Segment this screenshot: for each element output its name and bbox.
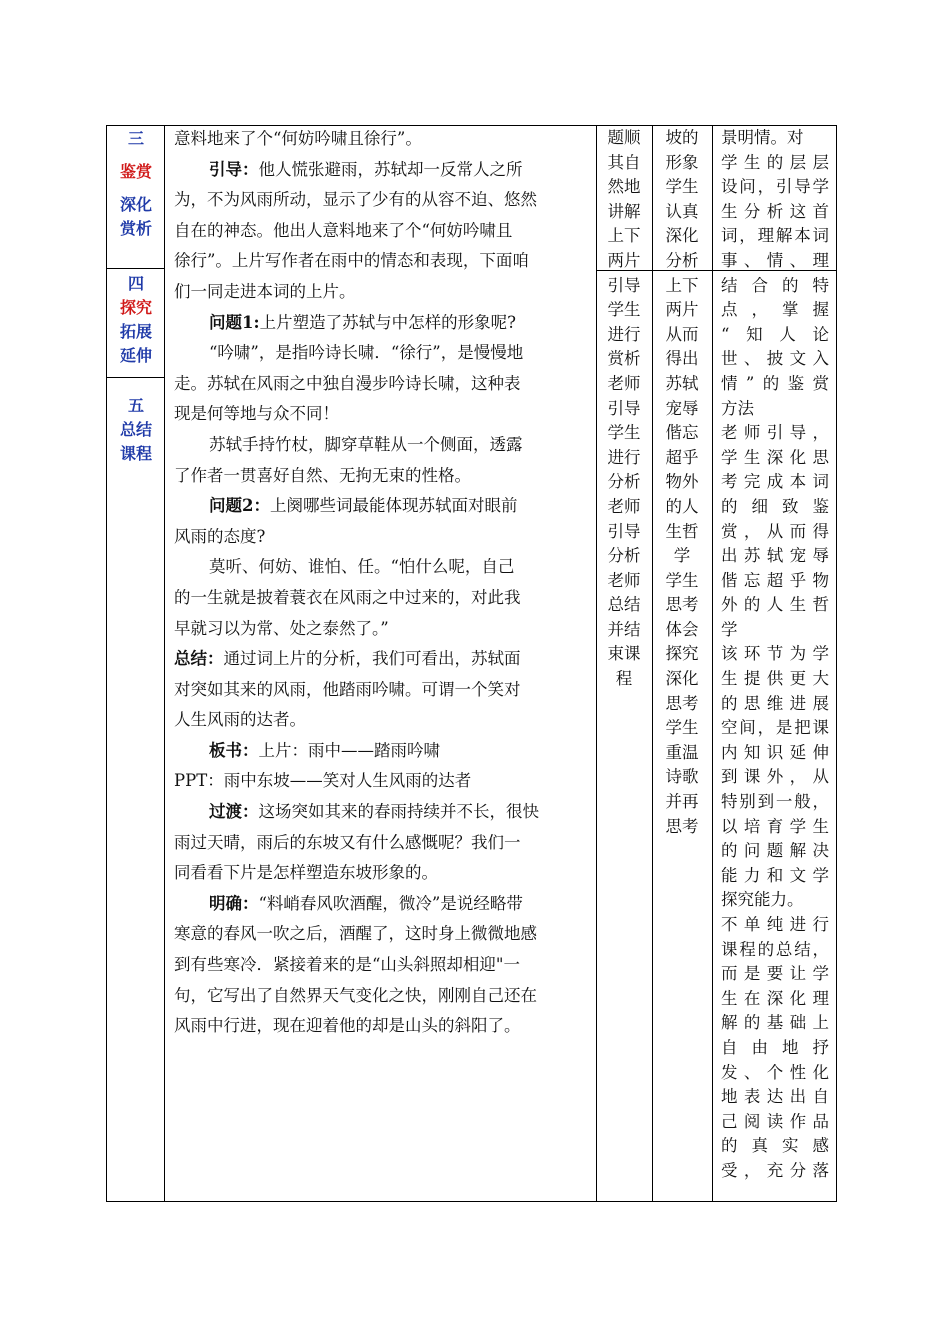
col-border-1	[164, 125, 165, 1202]
student-activity-line: 思考	[665, 693, 699, 713]
content-text: 句，它写出了自然界天气变化之快，刚刚自己还在	[174, 985, 537, 1005]
design-intent-line: 而是要让学	[721, 964, 829, 984]
content-label: 引导：	[209, 159, 259, 179]
stage-number: 四	[127, 274, 144, 293]
teacher-activity-line: 两片	[607, 250, 641, 270]
content-text: 通过词上片的分析，我们可看出，苏轼面	[223, 649, 521, 669]
design-intent-line: 空间，是把课	[721, 718, 829, 738]
content-line	[174, 246, 592, 277]
design-intent-line: 特别到一般，	[721, 792, 829, 812]
content-line	[174, 185, 592, 216]
content-line	[174, 491, 592, 522]
student-activity-line: 学生	[665, 570, 699, 590]
design-intent-line: 学生的层层	[721, 152, 829, 172]
content-line	[174, 155, 592, 186]
design-intent-line: 探究能力。	[721, 890, 804, 910]
col-border-3	[652, 125, 653, 1202]
content-text: 自在的神态。他出人意料地来了个“何妨吟啸且	[174, 220, 513, 240]
teacher-activity-line: 然地	[607, 177, 641, 197]
teacher-activity-line: 其自	[607, 152, 641, 172]
content-line	[174, 1011, 592, 1042]
design-intent-line: 景明情。对	[721, 128, 804, 147]
design-intent-column	[721, 126, 829, 1184]
design-intent-line: 事、情、理	[721, 250, 829, 270]
design-intent-line: 外的人生哲	[721, 595, 829, 615]
student-activity-line: 宠辱	[665, 398, 699, 418]
content-label: 总结：	[174, 649, 224, 669]
student-activity-line: 深化	[665, 669, 699, 689]
teacher-activity-line: 总结	[607, 595, 641, 615]
stage-cell-4	[110, 272, 162, 368]
design-intent-line: 的思维进展	[721, 693, 829, 713]
content-text: 徐行”。上片写作者在雨中的情态和表现，下面咱	[174, 251, 529, 271]
content-line	[174, 919, 592, 950]
content-label: 问题2：	[209, 496, 270, 516]
design-intent-line: 生分析这首	[721, 201, 829, 221]
content-line	[174, 124, 592, 155]
student-activity-line: 的人	[665, 496, 699, 516]
stage-cell-5	[110, 394, 162, 466]
content-line	[174, 675, 592, 706]
student-activity-line: 重温	[665, 742, 699, 762]
content-text: 们一同走进本词的上片。	[174, 281, 356, 301]
teacher-activity-line: 束课	[607, 644, 641, 664]
design-intent-line: 赏，从而得	[721, 521, 829, 541]
design-intent-line: 情”的鉴赏	[721, 373, 829, 393]
teacher-activity-line: 讲解	[607, 201, 641, 221]
teacher-activity-line: 老师	[607, 496, 641, 516]
student-activity-column	[658, 126, 706, 839]
student-activity-line: 学	[673, 546, 691, 566]
content-label: 过渡：	[209, 802, 259, 822]
teacher-activity-line: 分析	[607, 546, 641, 566]
stage-title: 拓展	[119, 322, 152, 341]
content-text: 上片塑造了苏轼与中怎样的形象呢?	[259, 312, 516, 332]
design-intent-line: 课程的总结，	[721, 939, 829, 959]
student-activity-line: 认真	[665, 201, 699, 221]
student-activity-line: 学生	[665, 718, 699, 738]
content-label: 问题1:	[209, 312, 260, 332]
design-intent-line: 学	[721, 619, 738, 639]
design-intent-line: 的细致鉴	[721, 496, 829, 516]
student-activity-line: 分析	[665, 250, 699, 270]
content-text: 意料地来了个“何妨吟啸且徐行”。	[174, 129, 422, 148]
design-intent-line: 考完成本词	[721, 472, 829, 492]
design-intent-line: 地表达出自	[721, 1087, 829, 1107]
col-border-0	[106, 125, 107, 1202]
content-text: 雨过天晴，雨后的东坡又有什么感慨呢？我们一	[174, 832, 521, 852]
design-intent-line: 偕忘超乎物	[721, 570, 829, 590]
design-intent-line: 学生深化思	[721, 447, 829, 467]
teaching-content	[174, 124, 592, 1042]
student-activity-line: 超乎	[665, 447, 699, 467]
content-text: 到有些寒冷．紧接着来的是“山头斜照却相迎"一	[174, 955, 521, 975]
student-activity-line: 学生	[665, 177, 699, 197]
design-intent-line: 自由地抒	[721, 1037, 829, 1057]
teacher-activity-line: 引导	[607, 398, 641, 418]
student-activity-line: 物外	[665, 472, 699, 492]
content-line	[174, 614, 592, 645]
content-line	[174, 828, 592, 859]
content-text: 他人慌张避雨，苏轼却一反常人之所	[258, 159, 523, 179]
student-activity-line: 深化	[665, 226, 699, 246]
stage-number: 五	[127, 396, 144, 415]
teacher-activity-line: 进行	[607, 447, 641, 467]
student-activity-line: 偕忘	[665, 423, 699, 443]
content-line	[174, 797, 592, 828]
teacher-activity-line: 题顺	[607, 128, 641, 147]
design-intent-line: 不单纯进行	[721, 915, 829, 934]
content-line	[174, 552, 592, 583]
design-intent-line: 词，理解本词	[721, 226, 829, 246]
teacher-activity-column	[602, 126, 646, 692]
content-text: 莫听、何妨、谁怕、任。“怕什么呢，自己	[209, 557, 515, 577]
content-line	[174, 766, 592, 797]
design-intent-line: 的问题解决	[721, 841, 829, 861]
design-intent-line: 生在深化理	[721, 988, 829, 1008]
teacher-activity-line: 上下	[607, 226, 641, 246]
design-intent-line: 方法	[721, 398, 754, 418]
stage-title: 深化	[119, 195, 152, 214]
design-intent-line: 受，充分落	[721, 1160, 829, 1180]
content-text: 对突如其来的风雨，他踏雨吟啸。可谓一个笑对	[174, 679, 521, 699]
design-intent-line: 出苏轼宠辱	[721, 546, 829, 566]
col-border-2	[596, 125, 597, 1202]
content-line	[174, 736, 592, 767]
teacher-activity-line: 老师	[607, 373, 641, 393]
design-intent-line: “知人论	[721, 324, 829, 344]
content-text: “吟啸”，是指吟诗长啸．“徐行”，是慢慢地	[209, 343, 524, 363]
teacher-activity-line: 程	[615, 669, 633, 689]
content-text: 现是何等地与众不同！	[174, 404, 339, 424]
student-activity-line: 生哲	[665, 521, 699, 541]
teacher-activity-line: 引导	[607, 521, 641, 541]
design-intent-line: 结合的特	[721, 275, 829, 295]
stage-title: 探究	[119, 298, 152, 317]
design-intent-line: 能力和文学	[721, 865, 829, 885]
content-text: 风雨的态度?	[174, 526, 266, 546]
student-activity-line: 两片	[665, 300, 699, 320]
design-intent-line: 内知识延伸	[721, 742, 829, 762]
stage-cell-3	[110, 127, 162, 241]
content-text: 这场突如其来的春雨持续并不长，很快	[258, 802, 539, 822]
student-activity-line: 思考	[665, 816, 699, 836]
design-intent-line: 发、个性化	[721, 1062, 829, 1082]
content-line	[174, 889, 592, 920]
content-line	[174, 583, 592, 614]
content-line	[174, 705, 592, 736]
student-activity-line: 体会	[665, 619, 699, 639]
row-divider-2	[106, 377, 164, 378]
content-line	[174, 338, 592, 369]
content-line	[174, 950, 592, 981]
content-line	[174, 308, 592, 339]
teacher-activity-line: 分析	[607, 472, 641, 492]
content-label: 明确：	[209, 893, 259, 913]
student-activity-line: 思考	[665, 595, 699, 615]
teacher-activity-line: 进行	[607, 324, 641, 344]
content-line	[174, 277, 592, 308]
design-intent-line: 以培育学生	[721, 816, 829, 836]
content-label: 板书：	[209, 740, 259, 760]
student-activity-line: 形象	[665, 152, 699, 172]
content-line	[174, 399, 592, 430]
stage-title: 赏析	[119, 219, 152, 238]
content-text: 风雨中行进，现在迎着他的却是山头的斜阳了。	[174, 1016, 521, 1036]
student-activity-line: 坡的	[665, 128, 699, 147]
col-border-4	[712, 125, 713, 1202]
col-border-5	[836, 125, 837, 1202]
content-line	[174, 461, 592, 492]
stage-title: 总结	[119, 420, 152, 439]
content-line	[174, 430, 592, 461]
content-line	[174, 216, 592, 247]
content-text: 上片：雨中——踏雨吟啸	[258, 740, 440, 760]
student-activity-line: 从而	[665, 324, 699, 344]
content-line	[174, 369, 592, 400]
design-intent-line: 生提供更大	[721, 669, 829, 689]
teacher-activity-line: 老师	[607, 570, 641, 590]
table-bottom-border	[106, 1201, 837, 1202]
content-text: 上阕哪些词最能体现苏轼面对眼前	[269, 496, 518, 516]
student-activity-line: 苏轼	[665, 373, 699, 393]
design-intent-line: 该环节为学	[721, 644, 829, 664]
content-text: “料峭春风吹酒醒，微冷”是说经略带	[258, 893, 523, 913]
student-activity-line: 探究	[665, 644, 699, 664]
content-text: 苏轼手持竹杖，脚穿草鞋从一个侧面，透露	[209, 434, 523, 454]
content-text: 的一生就是披着蓑衣在风雨之中过来的，对此我	[174, 587, 521, 607]
stage-title: 延伸	[119, 346, 152, 365]
teacher-activity-line: 学生	[607, 423, 641, 443]
student-activity-line: 得出	[665, 349, 699, 369]
content-line	[174, 644, 592, 675]
student-activity-line: 诗歌	[665, 767, 699, 787]
design-intent-line: 到课外，从	[721, 767, 829, 787]
content-text: 了作者一贯喜好自然、无拘无束的性格。	[174, 465, 471, 485]
design-intent-line: 设问，引导学	[721, 177, 829, 197]
design-intent-line: 老师引导，	[721, 423, 829, 443]
content-text: PPT：雨中东坡——笑对人生风雨的达者	[174, 771, 472, 791]
stage-title: 课程	[119, 444, 152, 463]
row-divider-1	[106, 268, 164, 269]
content-text: 寒意的春风一吹之后，酒醒了，这时身上微微地感	[174, 924, 537, 944]
content-line	[174, 858, 592, 889]
stage-title: 鉴赏	[119, 162, 152, 181]
design-intent-line: 点，掌握	[721, 300, 829, 320]
student-activity-line: 并再	[665, 792, 699, 812]
content-line	[174, 981, 592, 1012]
teacher-activity-line: 引导	[607, 275, 641, 295]
teacher-activity-line: 赏析	[607, 349, 641, 369]
student-activity-line: 上下	[665, 275, 699, 295]
content-text: 为，不为风雨所动，显示了少有的从容不迫、悠然	[174, 190, 537, 210]
design-intent-line: 的真实感	[721, 1136, 829, 1156]
design-intent-line: 己阅读作品	[721, 1111, 829, 1131]
content-text: 人生风雨的达者。	[174, 710, 306, 730]
content-text: 同看看下片是怎样塑造东坡形象的。	[174, 863, 438, 883]
teacher-activity-line: 并结	[607, 619, 641, 639]
teacher-activity-line: 学生	[607, 300, 641, 320]
stage-number: 三	[127, 129, 144, 148]
content-line	[174, 522, 592, 553]
design-intent-line: 解的基础上	[721, 1013, 829, 1033]
content-text: 早就习以为常、处之泰然了。”	[174, 618, 389, 638]
design-intent-line: 世、披文入	[721, 349, 829, 369]
content-text: 走。苏轼在风雨之中独自漫步吟诗长啸，这种表	[174, 373, 521, 393]
